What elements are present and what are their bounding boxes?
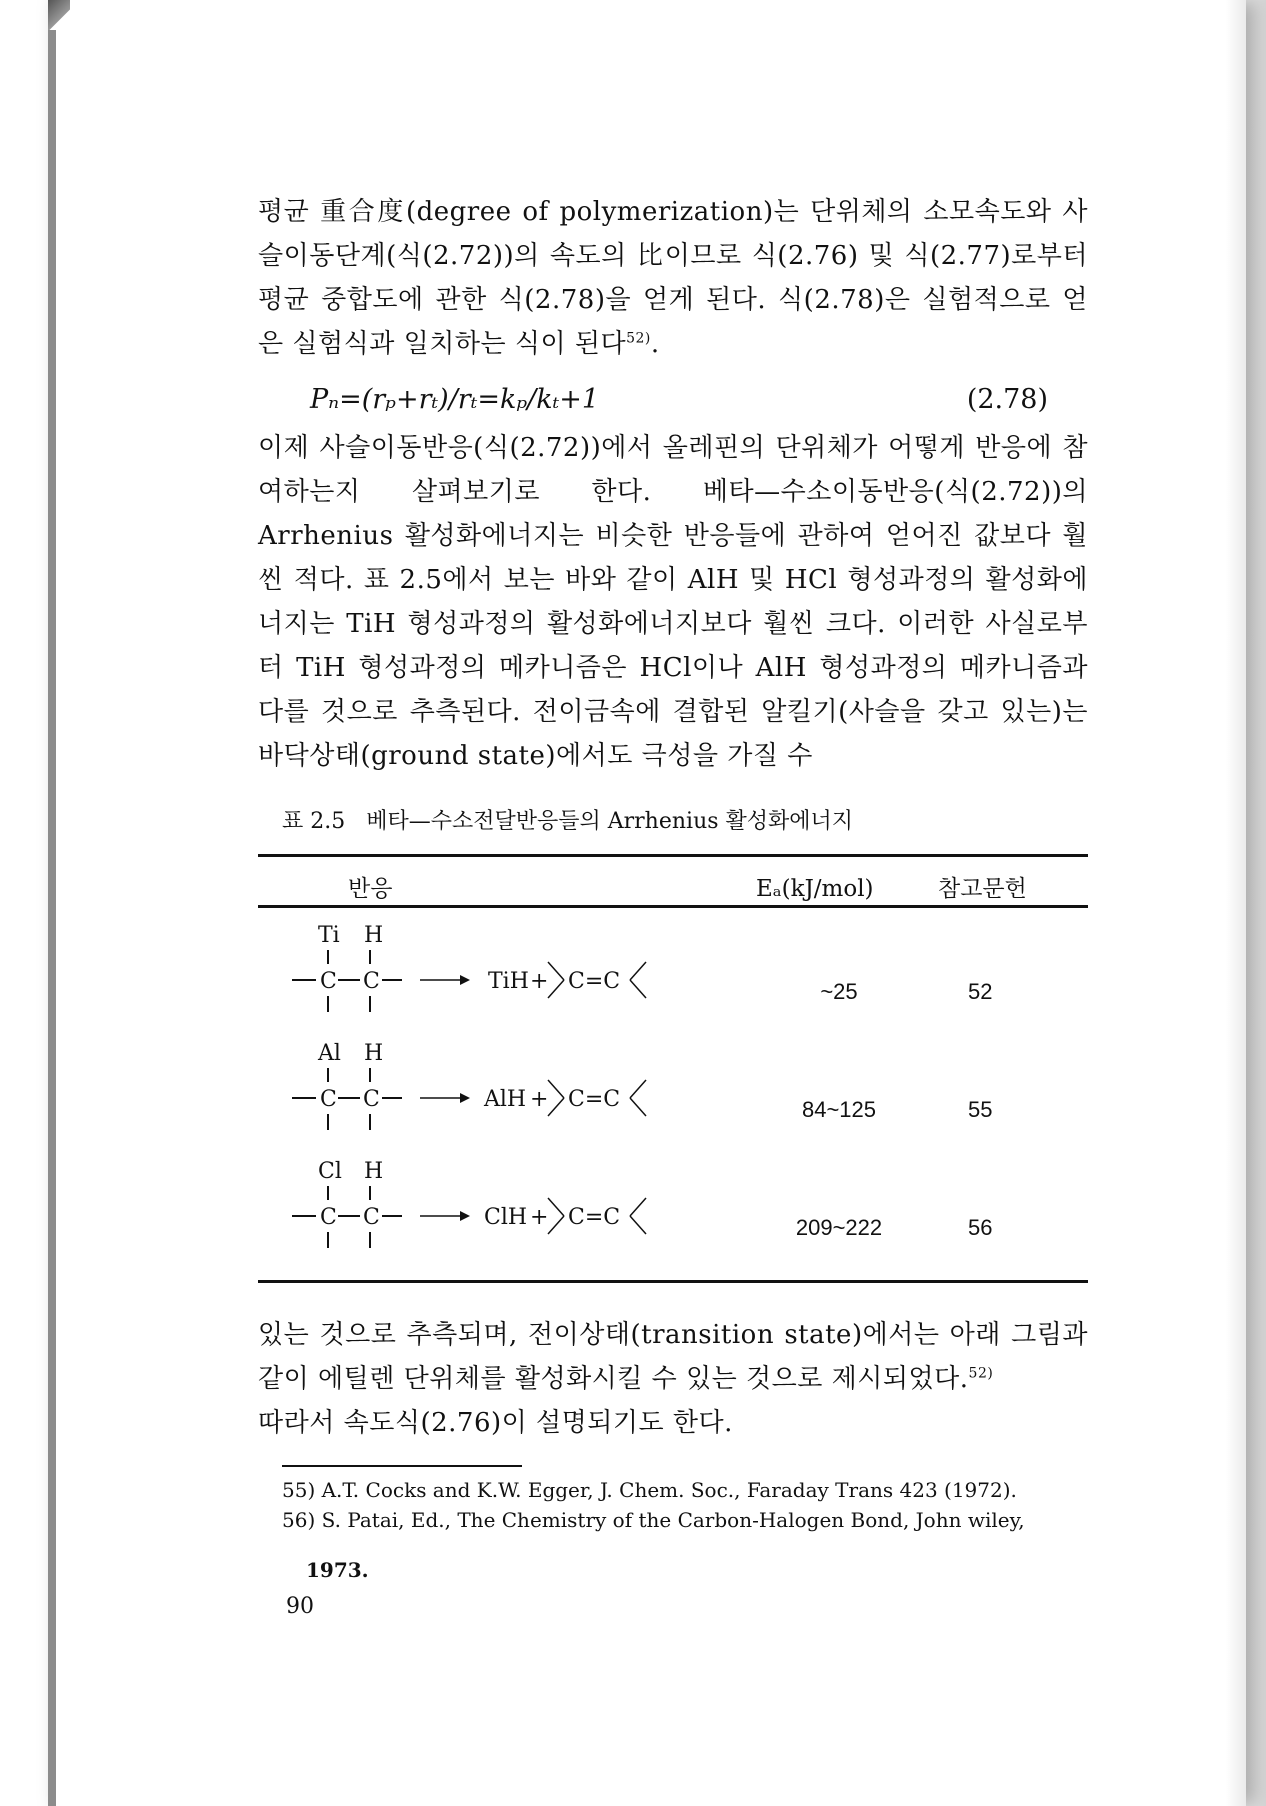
citation-52b: 52): [968, 1365, 994, 1382]
carbon-label-1: C: [320, 1205, 337, 1230]
page-number: 90: [286, 1594, 314, 1619]
carbon-label-2: C: [363, 1205, 380, 1230]
alkene-label: C=C: [568, 1205, 621, 1230]
product-label: ClH: [484, 1205, 528, 1230]
equation-number: (2.78): [966, 384, 1048, 415]
table-caption: [282, 800, 1088, 844]
reference-value: 52: [968, 979, 993, 1004]
footnote-56-continuation: 1973.: [306, 1558, 369, 1582]
activation-energy-value: ~25: [820, 979, 858, 1004]
table-caption-number: 표 2.5: [282, 809, 346, 834]
page-corner-fold: [48, 0, 70, 30]
header-activation-energy: Eₐ(kJ/mol): [756, 876, 874, 902]
alkene-label: C=C: [568, 1087, 621, 1112]
table-row: [258, 1154, 1088, 1272]
footnote-56: 56) S. Patai, Ed., The Chemistry of the Carbon-Halogen Bond, John wiley,: [282, 1508, 1025, 1532]
table-row: [258, 1036, 1088, 1154]
page-content: [258, 190, 1088, 1605]
carbon-label-2: C: [363, 969, 380, 994]
metal-label: Ti: [318, 923, 340, 948]
alkene-label: C=C: [568, 969, 621, 994]
reference-value: 56: [968, 1215, 993, 1240]
header-reference: 참고문헌: [938, 876, 1027, 902]
paragraph-2: 이제 사슬이동반응(식(2.72))에서 올레핀의 단위체가 어떻게 반응에 참여하는지 살펴보기로 한다. 베타—수소이동반응(식(2.72))의 Arrhenius 활성화에너지는 비슷한 반응들에 관하여 얻어진 값보다 훨씬 적다. 표 2.5에서 보는 바와 같이 AlH 및 HCl 형성과정의 활성화에너지는 TiH 형성과정의 활성화에너지보다 훨씬 크다. 이러한 사실로부터 TiH 형성과정의 메카니즘은 HCl이나 AlH 형성과정의 메카니즘과 다를 것으로 추측된다. 전이금속에 결합된 알킬기(사슬을 갖고 있는)는 바닥상태(ground state)에서도 극성을 가질 수: [258, 433, 1088, 771]
reaction-structure-al: [278, 1036, 738, 1146]
footnote-rule: [282, 1465, 522, 1467]
paragraph-1-end: .: [650, 329, 660, 359]
header-reaction: 반응: [348, 876, 393, 902]
reaction-structure-ti: [278, 918, 738, 1028]
svg-text:+: +: [530, 969, 549, 994]
paragraph-1: [258, 190, 1088, 366]
carbon-label-1: C: [320, 1087, 337, 1112]
equation-2-78: [258, 370, 1088, 420]
citation-52: 52): [626, 330, 651, 347]
hydrogen-label: H: [364, 923, 384, 948]
paragraph-1-text: 평균 重合度(degree of polymerization)는 단위체의 소모속도와 사슬이동단계(식(2.72))의 속도의 比이므로 식(2.76) 및 식(2.77)로부터 평균 중합도에 관한 식(2.78)을 얻게 된다. 식(2.78)은 실험적으로 얻은 실험식과 일치하는 식이 된다: [258, 197, 1088, 359]
paragraph-3-text: 있는 것으로 추측되며, 전이상태(transition state)에서는 아래 그림과 같이 에틸렌 단위체를 활성화시킬 수 있는 것으로 제시되었다.: [258, 1320, 1088, 1394]
svg-text:+: +: [530, 1087, 549, 1112]
metal-label: Cl: [318, 1159, 342, 1184]
carbon-label-2: C: [363, 1087, 380, 1112]
paragraph-3: [258, 1313, 1088, 1445]
product-label: AlH: [484, 1087, 527, 1112]
equation-expression: Pₙ=(rₚ+rₜ)/rₜ=kₚ/kₜ+1: [310, 384, 600, 415]
paragraph-3-continuation: 따라서 속도식(2.76)이 설명되기도 한다.: [258, 1408, 733, 1438]
reference-value: 55: [968, 1097, 993, 1122]
hydrogen-label: H: [364, 1041, 384, 1066]
activation-energy-value: 84~125: [801, 1097, 877, 1122]
table-bottom-rule: [258, 1280, 1088, 1283]
metal-label: Al: [318, 1041, 341, 1066]
footnotes: [258, 1465, 1088, 1585]
table-row: [258, 918, 1088, 1036]
carbon-label-1: C: [320, 969, 337, 994]
table-header: [258, 857, 1088, 905]
table-body: [258, 908, 1088, 1280]
svg-text:+: +: [530, 1205, 549, 1230]
activation-energy-value: 209~222: [795, 1215, 883, 1240]
footnote-55: 55) A.T. Cocks and K.W. Egger, J. Chem. Soc., Faraday Trans 423 (1972).: [282, 1478, 1017, 1502]
hydrogen-label: H: [364, 1159, 384, 1184]
table-caption-text: 베타—수소전달반응들의 Arrhenius 활성화에너지: [366, 809, 854, 834]
reaction-structure-cl: [278, 1154, 738, 1264]
page-edge-shadow: [1226, 0, 1266, 1806]
product-label: TiH: [488, 969, 529, 994]
